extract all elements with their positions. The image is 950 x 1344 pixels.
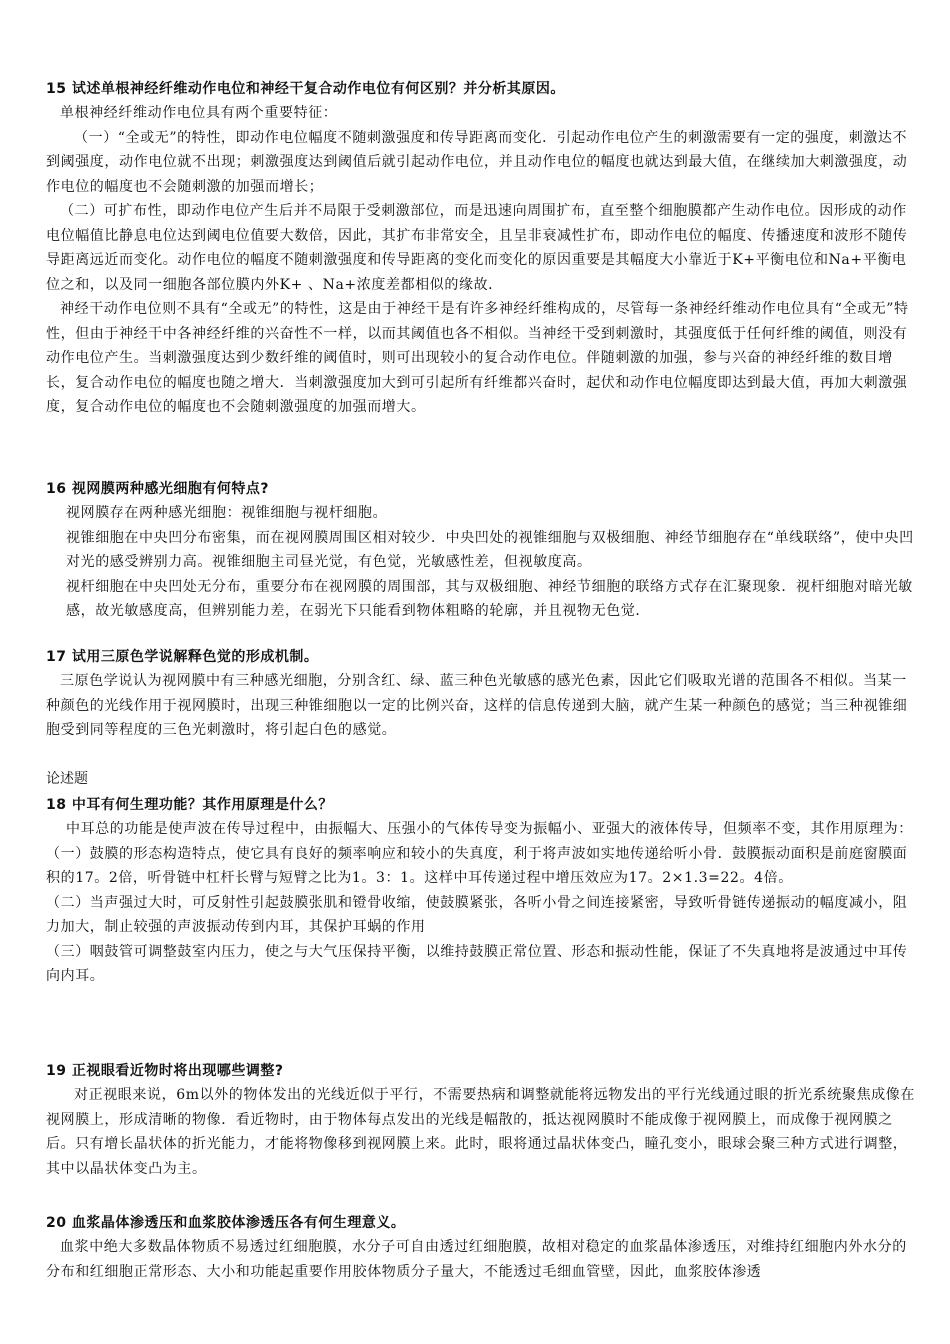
question-17 — [46, 646, 916, 743]
question-20-title: 20 血浆晶体渗透压和血浆胶体渗透压各有何生理意义。 — [46, 1215, 406, 1231]
q17-paragraph-1: 三原色学说认为视网膜中有三种感光细胞，分别含红、绿、蓝三种色光敏感的感光色素，因此它们吸取光谱的范围各不相似。当某一种颜色的光线作用于视网膜时，出现三种锥细胞以一定的比例兴奋，这样的信息传递到大脑，就产生某一种颜色的感觉；当三种视锥细胞受到同等程度的三色光刺激时，将引起白色的感觉。 — [46, 673, 908, 738]
q15-paragraph-2: （一）“全或无”的特性，即动作电位幅度不随刺激强度和传导距离而变化．引起动作电位产生的刺激需要有一定的强度，刺激达不到阈强度，动作电位就不出现；刺激强度达到阈值后就引起动作电位，并且动作电位的幅度也就达到最大值，在继续加大刺激强度，动作电位的幅度也不会随刺激的加强而增长； — [46, 129, 908, 195]
question-18 — [46, 768, 916, 989]
q16-paragraph-2: 视锥细胞在中央凹分布密集，而在视网膜周围区相对较少．中央凹处的视锥细胞与双极细胞、神经节细胞存在“单线联络”，使中央凹对光的感受辨别力高。视锥细胞主司昼光觉，有色觉，光敏感性差，但视敏度高。 — [66, 529, 914, 570]
question-20 — [46, 1212, 916, 1284]
q18-paragraph-1: 中耳总的功能是使声波在传导过程中，由振幅大、压强小的气体传导变为振幅小、亚强大的液体传导，但频率不变，其作用原理为： — [66, 821, 913, 837]
q16-paragraph-3: 视杆细胞在中央凹处无分布，重要分布在视网膜的周围部，其与双极细胞、神经节细胞的联络方式存在汇聚现象．视杆细胞对暗光敏感，故光敏感度高，但辨别能力差，在弱光下只能看到物体粗略的轮廓，并且视物无色觉． — [66, 578, 913, 619]
question-17-title: 17 试用三原色学说解释色觉的形成机制。 — [46, 649, 319, 665]
q20-paragraph-1: 血浆中绝大多数晶体物质不易透过红细胞膜，水分子可自由透过红细胞膜，故相对稳定的血浆晶体渗透压，对维持红细胞内外水分的分布和红细胞正常形态、大小和功能起重要作用胶体物质分子量大，不能透过毛细血管壁，因此，血浆胶体渗透 — [46, 1239, 907, 1280]
q18-paragraph-2: （一）鼓膜的形态构造特点，使它具有良好的频率响应和较小的失真度，利于将声波如实地传递给听小骨．鼓膜振动面积是前庭窗膜面积的17。2倍，听骨链中杠杆长臂与短臂之比为1。3：1。这样中耳传递过程中增压效应为17。2×1.3=22。4倍。 — [46, 845, 908, 886]
q16-paragraph-1: 视网膜存在两种感光细胞：视锥细胞与视杆细胞。 — [66, 505, 388, 521]
q15-paragraph-3: （二）可扩布性，即动作电位产生后并不局限于受刺激部位，而是迅速向周围扩布，直至整个细胞膜都产生动作电位。因形成的动作电位幅值比静息电位达到阈电位值要大数倍，因此，其扩布非常安全，且呈非衰减性扩布，即动作电位的幅度、传播速度和波形不随传导距离远近而变化。动作电位的幅度不随刺激强度和传导距离的变化而变化的原因重要是其幅度大小靠近于K+平衡电位和Na+平衡电位之和，以及同一细胞各部位膜内外K+ 、Na+浓度差都相似的缘故． — [46, 203, 908, 293]
question-19-title: 19 正视眼看近物时将出现哪些调整? — [46, 1063, 284, 1079]
question-15-title: 15 试述单根神经纤维动作电位和神经干复合动作电位有何区别？并分析其原因。 — [46, 81, 565, 97]
q18-paragraph-3: （二）当声强过大时，可反射性引起鼓膜张肌和镫骨收缩，使鼓膜紧张，各听小骨之间连接紧密，导致听骨链传递振动的幅度减小，阻力加大，制止较强的声波振动传到内耳，其保护耳蜗的作用 — [46, 894, 908, 935]
q19-paragraph-1: 对正视眼来说，6m以外的物体发出的光线近似于平行，不需要热病和调整就能将远物发出的平行光线通过眼的折光系统聚焦成像在视网膜上，形成清晰的物像．看近物时，由于物体每点发出的光线是幅散的，抵达视网膜时不能成像于视网膜上，而成像于视网膜之后。只有增长晶状体的折光能力，才能将物像移到视网膜上来。此时，眼将通过晶状体变凸，瞳孔变小，眼球会聚三种方式进行调整，其中以晶状体变凸为主。 — [46, 1087, 915, 1177]
question-15 — [46, 78, 916, 420]
section-label: 论述题 — [46, 771, 88, 787]
question-18-title: 18 中耳有何生理功能？其作用原理是什么？ — [46, 797, 333, 813]
question-16 — [46, 478, 916, 624]
q15-paragraph-4: 神经干动作电位则不具有“全或无”的特性，这是由于神经干是有许多神经纤维构成的，尽管每一条神经纤维动作电位具有“全或无”特性，但由于神经干中各神经纤维的兴奋性不一样，以而其阈值也各不相似。当神经干受到刺激时，其强度低于任何纤维的阈值，则没有动作电位产生。当刺激强度达到少数纤维的阈值时，则可出现较小的复合动作电位。伴随刺激的加强，参与兴奋的神经纤维的数目增长，复合动作电位的幅度也随之增大．当刺激强度加大到可引起所有纤维都兴奋时，起伏和动作电位幅度即达到最大值，再加大刺激强度，复合动作电位的幅度也不会随刺激强度的加强而增大。 — [46, 301, 909, 415]
question-16-title: 16 视网膜两种感光细胞有何特点? — [46, 481, 269, 497]
question-19 — [46, 1060, 916, 1181]
q18-paragraph-4: （三）咽鼓管可调整鼓室内压力，使之与大气压保持平衡，以维持鼓膜正常位置、形态和振动性能，保证了不失真地将是波通过中耳传向内耳。 — [46, 943, 908, 984]
q15-paragraph-1: 单根神经纤维动作电位具有两个重要特征： — [60, 105, 338, 121]
